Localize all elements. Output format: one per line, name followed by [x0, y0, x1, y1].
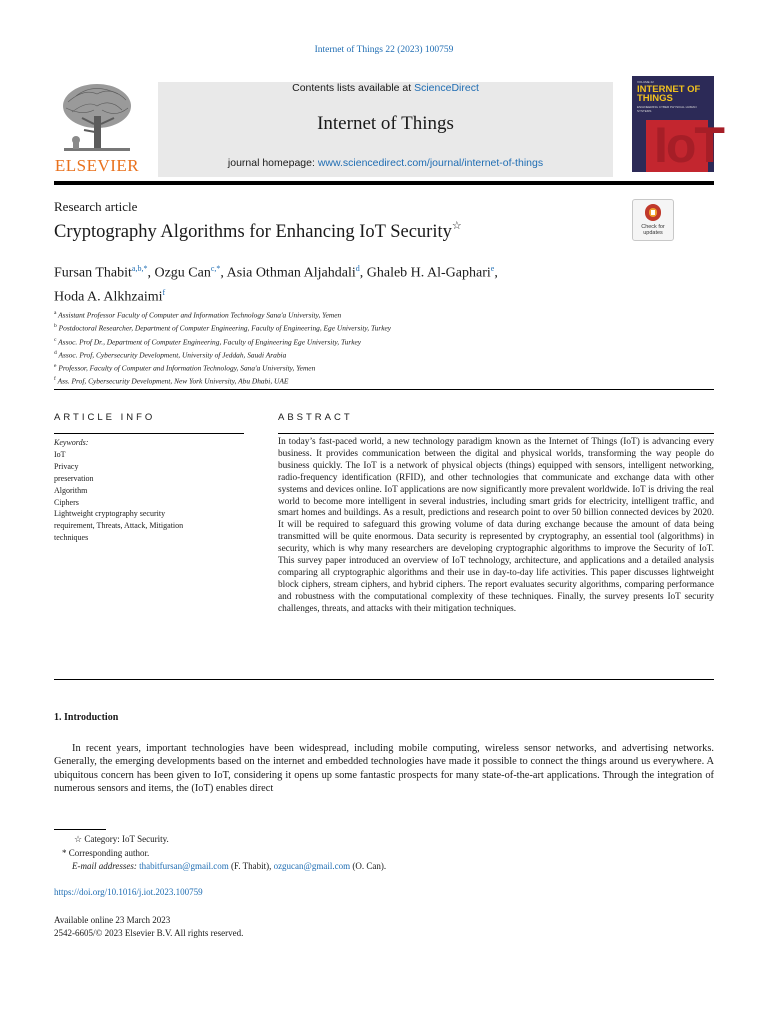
journal-cover-image: [632, 76, 723, 173]
publication-info: [54, 914, 243, 939]
author-name[interactable]: Fursan Thabit: [54, 265, 132, 281]
affiliation-text: Postdoctoral Researcher, Department of Computer Engineering, Faculty of Engineering, Ege University, Turkey: [58, 323, 392, 333]
email-label: E-mail addresses:: [72, 861, 140, 871]
email-link[interactable]: ozgucan@gmail.com: [273, 861, 351, 871]
header-rule: [54, 181, 714, 185]
keyword-item: IoT: [54, 449, 66, 459]
journal-citation-link[interactable]: Internet of Things 22 (2023) 100759: [314, 45, 454, 55]
keyword-item: preservation: [54, 473, 94, 483]
doi-link[interactable]: https://doi.org/10.1016/j.iot.2023.100759: [54, 887, 203, 897]
author-name[interactable]: Ghaleb H. Al-Gaphari: [366, 265, 491, 281]
copyright-line: 2542-6605/© 2023 Elsevier B.V. All rights reserved.: [54, 927, 244, 938]
keywords-block: [54, 437, 254, 544]
email-owner: (O. Can).: [350, 861, 387, 871]
cover-iot-letters: IoT: [654, 117, 723, 173]
affiliation-item: [54, 321, 694, 334]
footnotes: [62, 833, 702, 874]
keyword-item: Algorithm: [54, 485, 88, 495]
affiliation-item: [54, 335, 694, 348]
affiliation-text: Assoc. Prof, Cybersecurity Development, University of Jeddah, Saudi Arabia: [58, 350, 287, 360]
affiliation-sup: b: [54, 323, 57, 330]
available-online: Available online 23 March 2023: [54, 915, 171, 925]
article-info-rule: [54, 433, 244, 434]
check-for-updates-label: Check for updates: [641, 224, 665, 236]
author-name[interactable]: Hoda A. Alkhzaimi: [54, 289, 163, 305]
introduction-heading: 1. Introduction: [54, 712, 119, 723]
keyword-item: Lightweight cryptography security: [54, 509, 166, 519]
article-title: [54, 222, 462, 243]
homepage-prefix: journal homepage:: [227, 157, 318, 169]
affiliation-sup: c: [54, 336, 57, 343]
abstract-heading: ABSTRACT: [278, 412, 353, 423]
check-for-updates-badge[interactable]: [632, 199, 674, 241]
footnote-emails: [62, 860, 702, 874]
affiliation-list: [54, 308, 694, 388]
author-name[interactable]: Asia Othman Aljahdali: [226, 265, 356, 281]
footnote-rule: [54, 829, 106, 830]
footnote-category: ☆ Category: IoT Security.: [74, 834, 169, 844]
author-affil-sup[interactable]: d: [355, 264, 360, 273]
keyword-item: techniques: [54, 533, 89, 543]
affiliation-item: [54, 348, 694, 361]
email-owner: (F. Thabit),: [228, 861, 274, 871]
cover-subtitle: ENGINEERING CYBER PHYSICAL HUMAN SYSTEMS: [637, 105, 697, 113]
sciencedirect-link[interactable]: ScienceDirect: [414, 82, 479, 94]
article-title-text: Cryptography Algorithms for Enhancing IoT Security: [54, 222, 452, 242]
keywords-label: Keywords:: [54, 438, 89, 447]
contents-prefix: Contents lists available at: [292, 82, 415, 94]
article-type: Research article: [54, 199, 138, 214]
section-divider: [54, 389, 714, 390]
affiliation-sup: d: [54, 349, 57, 356]
author-separator: ,: [359, 265, 367, 281]
author-separator: ,: [220, 265, 227, 281]
journal-homepage-line: [158, 157, 613, 169]
journal-homepage-link[interactable]: www.sciencedirect.com/journal/internet-of-things: [317, 157, 544, 169]
author-affil-sup[interactable]: f: [162, 287, 166, 297]
section-divider: [54, 679, 714, 680]
affiliation-sup: e: [54, 363, 57, 370]
affiliation-text: Ass. Prof, Cybersecurity Development, New York University, Abu Dhabi, UAE: [57, 376, 289, 386]
author-list: [54, 259, 694, 306]
affiliation-text: Professor, Faculty of Computer and Information Technology, Sana'a University, Yemen: [58, 363, 316, 373]
bookmark-icon-center: [651, 210, 655, 215]
affiliation-sup: a: [54, 310, 57, 316]
abstract-rule: [278, 433, 714, 434]
contents-line: [158, 82, 613, 94]
title-footnote-star[interactable]: ☆: [451, 220, 462, 232]
author-separator: ,: [147, 265, 155, 281]
affiliation-item: [54, 361, 694, 374]
author-separator: ,: [494, 265, 498, 281]
affiliation-sup: f: [54, 376, 56, 383]
author-affil-sup[interactable]: c,*: [210, 264, 221, 273]
affiliation-item: [54, 374, 694, 387]
author-name[interactable]: Ozgu Can: [154, 265, 211, 281]
affiliation-text: Assoc. Prof Dr., Department of Computer Engineering, Faculty of Engineering Ege University, Turkey: [58, 337, 362, 346]
footnote-corresponding: * Corresponding author.: [62, 847, 150, 858]
introduction-paragraph: In recent years, important technologies have been widespread, including mobile computing, wireless sensor networks, and advertising networks. Generally, the emerging developments based on the internet and embedded technologies have made it possible to connect the things around us everywhere. A ubiquitous concern has been given to IoT, considering it opens up some fantastic prospects for many state-of-the-art applications. Through the integration of numerous sensors and items, the (IoT) enables direct: [54, 743, 714, 794]
elsevier-wordmark: ELSEVIER: [54, 156, 140, 175]
cover-top-line: VOLUME 22: [637, 80, 654, 84]
keyword-item: Privacy: [54, 461, 79, 471]
email-link[interactable]: thabitfursan@gmail.com: [139, 861, 229, 871]
author-affil-sup[interactable]: e: [490, 264, 495, 273]
journal-title: Internet of Things: [317, 113, 454, 134]
abstract-text: In today’s fast-paced world, a new technology paradigm known as the Internet of Things (IoT) is advancing every business. It provides communication between the digital and physical worlds, transforming the way people do business quickly. The IoT is a network of physical objects (things) equipped with sensors, intelligent networking, radio-frequency identification (RFID), and other technologies that communicate and exchange data with other systems and devices online. IoT applications are now significantly more prevalent worldwide. IoT is driving the real world to become more intelligent in several industries, including smart grids for electricity, intelligent traffic, and smart homes and buildings. As a result, predictions and research point to over 50 billion connected devices by 2020. It will be required to safeguard this growing volume of data during exchange because the amount of data being transmitted will be quite enormous. Data security is represented by cryptography, an essential tool (algorithms) in security, which is why many researchers are developing cryptographic algorithms to improve the Security of IoT. This survey paper introduced an overview of IoT technology, architecture, and applications and a detailed analysis comparing all cryptographic algorithms and their use in day-to-day life activities. This paper discusses lightweight block ciphers, stream ciphers, and hybrid ciphers. The report evaluates security algorithms, comparing performance and robustness with the computational complexity of these techniques. Finally, the survey presents IoT security challenges, threats, and attacks with their mitigation techniques.: [278, 437, 714, 614]
author-affil-sup[interactable]: a,b,*: [131, 264, 148, 273]
cover-title: INTERNET OF THINGS: [637, 84, 701, 104]
affiliation-item: [54, 308, 694, 321]
affiliation-text: Assistant Professor Faculty of Computer and Information Technology Sana'a University, Yemen: [58, 310, 342, 320]
article-info-heading: ARTICLE INFO: [54, 412, 156, 423]
keyword-item: requirement, Threats, Attack, Mitigation: [54, 521, 184, 531]
keyword-item: Ciphers: [54, 497, 79, 507]
